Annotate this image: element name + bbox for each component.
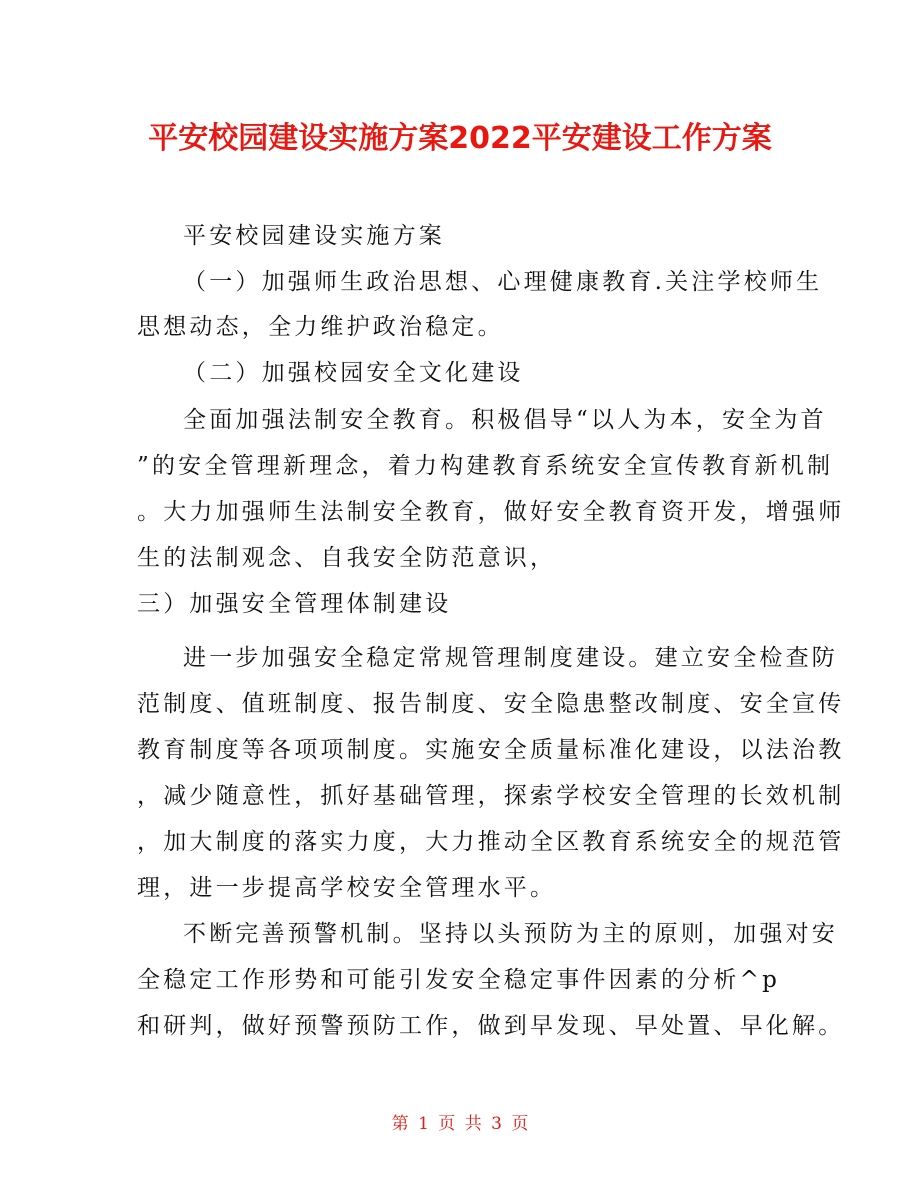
section-heading: 三）加强安全管理体制建设 [137, 591, 452, 617]
body-line: 全稳定工作形势和可能引发安全稳定事件因素的分析^p [137, 967, 780, 993]
body-line: 生的法制观念、自我安全防范意识， [137, 545, 557, 571]
body-line: ，减少随意性，抓好基础管理，探索学校安全管理的长效机制 [137, 783, 845, 809]
body-line: 。大力加强师生法制安全教育，做好安全教育资开发，增强师 [137, 499, 845, 525]
body-line: 全面加强法制安全教育。积极倡导“以人为本，安全为首 [183, 407, 827, 433]
body-line: 进一步加强安全稳定常规管理制度建设。建立安全检查防 [183, 645, 838, 671]
document-title: 平安校园建设实施方案2022平安建设工作方案 [148, 121, 772, 156]
body-line: （一）加强师生政治思想、心理健康教育.关注学校师生 [183, 269, 823, 295]
body-line: ”的安全管理新理念，着力构建教育系统安全宣传教育新机制 [137, 453, 834, 479]
body-line: 不断完善预警机制。坚持以头预防为主的原则，加强对安 [183, 921, 838, 947]
body-line: （二）加强校园安全文化建设 [183, 360, 524, 386]
body-line: ，加大制度的落实力度，大力推动全区教育系统安全的规范管 [137, 829, 845, 855]
body-line: 平安校园建设实施方案 [183, 223, 445, 249]
body-line: 教育制度等各项项制度。实施安全质量标准化建设，以法治教 [137, 737, 845, 763]
body-line: 理，进一步提高学校安全管理水平。 [137, 875, 557, 901]
body-line: 和研判，做好预警预防工作，做到早发现、早处置、早化解。 [137, 1013, 845, 1039]
body-line: 范制度、值班制度、报告制度、安全隐患整改制度、安全宣传 [137, 691, 845, 717]
page-footer: 第 1 页 共 3 页 [391, 1114, 529, 1134]
body-line: 思想动态，全力维护政治稳定。 [137, 314, 504, 340]
